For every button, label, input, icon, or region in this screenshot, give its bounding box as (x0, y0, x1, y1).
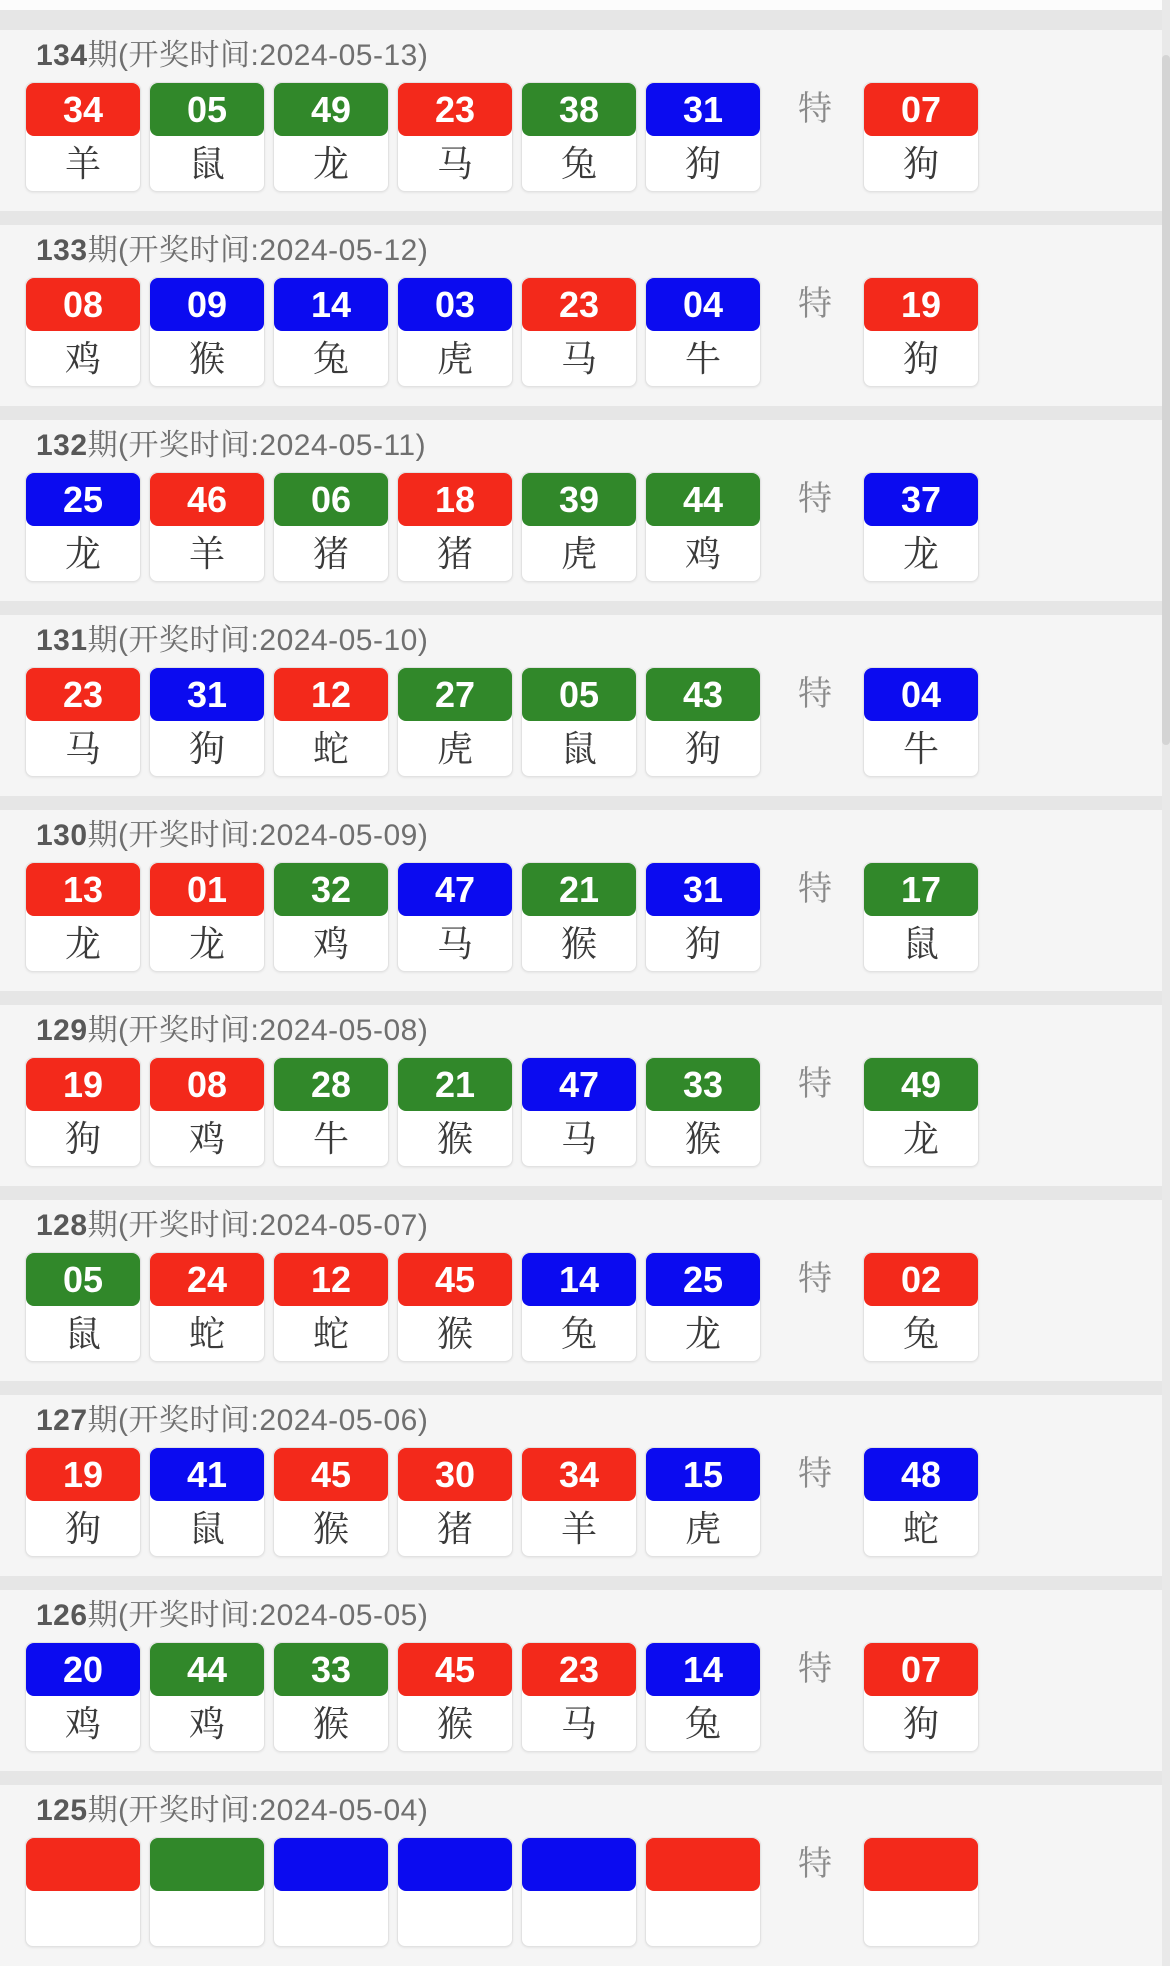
number-ball-card (149, 862, 265, 972)
zodiac-label: 猪 (436, 1508, 473, 1549)
ball-number: 49 (864, 1058, 978, 1111)
zodiac-label (274, 1891, 388, 1946)
number-ball-card (25, 1057, 141, 1167)
issue-number: 128 (36, 1209, 88, 1242)
issue-number: 133 (36, 234, 88, 267)
number-ball-card (521, 1057, 637, 1167)
top-strip (0, 0, 1170, 10)
zodiac-label (646, 1891, 760, 1946)
ball-number: 05 (522, 668, 636, 721)
zodiac-label: 马 (560, 1703, 597, 1744)
number-ball-card (25, 277, 141, 387)
number-ball-card (397, 1642, 513, 1752)
zodiac-label: 虎 (436, 728, 473, 769)
ball-number: 47 (522, 1058, 636, 1111)
draw-date: 期(开奖时间:2024-05-11) (87, 429, 427, 462)
top-gap (0, 10, 1170, 30)
number-ball-card (397, 1057, 513, 1167)
ball-number: 43 (646, 668, 760, 721)
draw-header (36, 1793, 1170, 1829)
ball-number: 04 (646, 278, 760, 331)
zodiac-label: 鼠 (560, 728, 597, 769)
ball-number: 19 (864, 278, 978, 331)
ball-number: 31 (150, 668, 264, 721)
ball-number: 05 (150, 83, 264, 136)
ball-number: 08 (26, 278, 140, 331)
ball-number: 23 (522, 1643, 636, 1696)
ball-number: 34 (26, 83, 140, 136)
draw-header (36, 1598, 1170, 1634)
ball-number: 23 (398, 83, 512, 136)
draw-section (0, 1785, 1170, 1966)
zodiac-label: 兔 (560, 143, 597, 184)
ball-number (274, 1838, 388, 1891)
ball-number: 38 (522, 83, 636, 136)
ball-number: 17 (864, 863, 978, 916)
draw-date: 期(开奖时间:2024-05-12) (87, 234, 429, 267)
number-ball-card (149, 667, 265, 777)
number-ball-card (149, 82, 265, 192)
ball-number: 12 (274, 668, 388, 721)
zodiac-label: 鸡 (684, 533, 721, 574)
number-ball-card (645, 1837, 761, 1947)
special-marker-label: 特 (798, 1650, 832, 1688)
ball-row (25, 1447, 1170, 1557)
number-ball-card (521, 82, 637, 192)
draw-results-list (0, 30, 1170, 1966)
zodiac-label: 鼠 (188, 143, 225, 184)
draw-section (0, 1200, 1170, 1381)
draw-header (36, 623, 1170, 659)
number-ball-card (273, 1447, 389, 1557)
special-marker-label: 特 (798, 1260, 832, 1298)
special-ball-card (863, 472, 979, 582)
number-ball-card (273, 277, 389, 387)
ball-number: 39 (522, 473, 636, 526)
number-ball-card (273, 1057, 389, 1167)
number-ball-card (521, 277, 637, 387)
number-ball-card (273, 472, 389, 582)
number-ball-card (645, 1447, 761, 1557)
special-marker-label: 特 (798, 480, 832, 518)
ball-number: 32 (274, 863, 388, 916)
zodiac-label: 鸡 (312, 923, 349, 964)
draw-date: 期(开奖时间:2024-05-07) (87, 1209, 429, 1242)
draw-section (0, 810, 1170, 991)
ball-row (25, 1837, 1170, 1947)
zodiac-label: 猴 (188, 338, 225, 379)
zodiac-label: 猴 (560, 923, 597, 964)
ball-row (25, 472, 1170, 582)
number-ball-card (149, 1057, 265, 1167)
special-marker-label: 特 (798, 1065, 832, 1103)
ball-number: 12 (274, 1253, 388, 1306)
zodiac-label: 马 (560, 1118, 597, 1159)
ball-number: 37 (864, 473, 978, 526)
zodiac-label: 马 (560, 338, 597, 379)
ball-row (25, 862, 1170, 972)
ball-number: 09 (150, 278, 264, 331)
ball-number (522, 1838, 636, 1891)
draw-date: 期(开奖时间:2024-05-10) (87, 624, 429, 657)
ball-row (25, 667, 1170, 777)
draw-header (36, 38, 1170, 74)
zodiac-label: 鸡 (188, 1118, 225, 1159)
number-ball-card (149, 1837, 265, 1947)
draw-header (36, 428, 1170, 464)
draw-header (36, 233, 1170, 269)
ball-number (646, 1838, 760, 1891)
number-ball-card (149, 1252, 265, 1362)
number-ball-card (273, 862, 389, 972)
ball-number: 47 (398, 863, 512, 916)
zodiac-label: 牛 (684, 338, 721, 379)
issue-number: 129 (36, 1014, 88, 1047)
ball-number: 02 (864, 1253, 978, 1306)
zodiac-label: 鼠 (64, 1313, 101, 1354)
number-ball-card (645, 1252, 761, 1362)
zodiac-label: 猴 (312, 1703, 349, 1744)
zodiac-label: 猴 (436, 1313, 473, 1354)
draw-date: 期(开奖时间:2024-05-13) (87, 39, 429, 72)
draw-header (36, 1208, 1170, 1244)
number-ball-card (25, 1642, 141, 1752)
special-marker-label: 特 (798, 870, 832, 908)
issue-number: 127 (36, 1404, 88, 1437)
ball-number: 20 (26, 1643, 140, 1696)
ball-number (150, 1838, 264, 1891)
number-ball-card (149, 472, 265, 582)
zodiac-label: 狗 (684, 143, 721, 184)
issue-number: 130 (36, 819, 88, 852)
ball-row (25, 1252, 1170, 1362)
zodiac-label: 蛇 (312, 1313, 349, 1354)
draw-header (36, 1013, 1170, 1049)
ball-number: 08 (150, 1058, 264, 1111)
zodiac-label: 猪 (312, 533, 349, 574)
ball-number: 31 (646, 863, 760, 916)
ball-number: 15 (646, 1448, 760, 1501)
zodiac-label (26, 1891, 140, 1946)
zodiac-label (864, 1891, 978, 1946)
ball-number: 33 (646, 1058, 760, 1111)
ball-number (864, 1838, 978, 1891)
special-ball-card (863, 1252, 979, 1362)
draw-section (0, 1005, 1170, 1186)
number-ball-card (645, 472, 761, 582)
zodiac-label: 马 (436, 923, 473, 964)
draw-section (0, 30, 1170, 211)
zodiac-label: 龙 (64, 923, 101, 964)
special-ball-card (863, 1447, 979, 1557)
ball-number: 07 (864, 1643, 978, 1696)
zodiac-label: 兔 (312, 338, 349, 379)
number-ball-card (25, 472, 141, 582)
number-ball-card (149, 277, 265, 387)
special-ball-card (863, 1837, 979, 1947)
ball-number: 07 (864, 83, 978, 136)
number-ball-card (521, 1642, 637, 1752)
zodiac-label: 狗 (64, 1118, 101, 1159)
number-ball-card (273, 1252, 389, 1362)
ball-number (398, 1838, 512, 1891)
ball-number: 05 (26, 1253, 140, 1306)
number-ball-card (25, 82, 141, 192)
draw-header (36, 818, 1170, 854)
draw-header (36, 1403, 1170, 1439)
number-ball-card (397, 277, 513, 387)
draw-section (0, 1395, 1170, 1576)
zodiac-label: 兔 (560, 1313, 597, 1354)
ball-number: 18 (398, 473, 512, 526)
number-ball-card (397, 667, 513, 777)
ball-number: 23 (522, 278, 636, 331)
zodiac-label: 狗 (64, 1508, 101, 1549)
number-ball-card (149, 1447, 265, 1557)
special-marker-label: 特 (798, 1455, 832, 1493)
issue-number: 134 (36, 39, 88, 72)
zodiac-label (522, 1891, 636, 1946)
number-ball-card (273, 667, 389, 777)
issue-number: 125 (36, 1794, 88, 1827)
scrollbar-thumb[interactable] (1162, 55, 1170, 745)
ball-number: 14 (646, 1643, 760, 1696)
ball-row (25, 82, 1170, 192)
zodiac-label: 鸡 (64, 338, 101, 379)
special-ball-card (863, 277, 979, 387)
zodiac-label: 羊 (560, 1508, 597, 1549)
number-ball-card (645, 1057, 761, 1167)
number-ball-card (645, 277, 761, 387)
zodiac-label: 羊 (64, 143, 101, 184)
ball-number: 31 (646, 83, 760, 136)
zodiac-label: 羊 (188, 533, 225, 574)
special-ball-card (863, 862, 979, 972)
draw-date: 期(开奖时间:2024-05-06) (87, 1404, 429, 1437)
zodiac-label: 虎 (436, 338, 473, 379)
zodiac-label: 狗 (902, 143, 939, 184)
zodiac-label: 狗 (902, 338, 939, 379)
zodiac-label (398, 1891, 512, 1946)
zodiac-label: 鸡 (188, 1703, 225, 1744)
ball-number: 41 (150, 1448, 264, 1501)
special-ball-card (863, 667, 979, 777)
ball-number: 14 (522, 1253, 636, 1306)
zodiac-label: 马 (64, 728, 101, 769)
ball-number (26, 1838, 140, 1891)
issue-number: 126 (36, 1599, 88, 1632)
draw-date: 期(开奖时间:2024-05-09) (87, 819, 429, 852)
number-ball-card (25, 1837, 141, 1947)
ball-number: 04 (864, 668, 978, 721)
draw-date: 期(开奖时间:2024-05-04) (87, 1794, 429, 1827)
zodiac-label: 蛇 (188, 1313, 225, 1354)
zodiac-label: 狗 (684, 728, 721, 769)
number-ball-card (273, 1837, 389, 1947)
ball-number: 34 (522, 1448, 636, 1501)
zodiac-label: 猴 (684, 1118, 721, 1159)
draw-section (0, 225, 1170, 406)
zodiac-label: 猴 (436, 1703, 473, 1744)
ball-number: 06 (274, 473, 388, 526)
draw-section (0, 1590, 1170, 1771)
zodiac-label: 龙 (684, 1313, 721, 1354)
ball-number: 19 (26, 1058, 140, 1111)
zodiac-label: 猴 (436, 1118, 473, 1159)
number-ball-card (149, 1642, 265, 1752)
zodiac-label: 狗 (684, 923, 721, 964)
number-ball-card (645, 1642, 761, 1752)
ball-number: 21 (398, 1058, 512, 1111)
ball-number: 30 (398, 1448, 512, 1501)
ball-number: 45 (398, 1253, 512, 1306)
ball-number: 49 (274, 83, 388, 136)
zodiac-label: 狗 (902, 1703, 939, 1744)
ball-number: 33 (274, 1643, 388, 1696)
scrollbar[interactable] (1162, 0, 1170, 1966)
special-ball-card (863, 82, 979, 192)
ball-number: 44 (150, 1643, 264, 1696)
number-ball-card (521, 1447, 637, 1557)
zodiac-label: 猪 (436, 533, 473, 574)
ball-number: 46 (150, 473, 264, 526)
zodiac-label: 龙 (902, 1118, 939, 1159)
zodiac-label (150, 1891, 264, 1946)
number-ball-card (397, 82, 513, 192)
issue-number: 131 (36, 624, 88, 657)
special-ball-card (863, 1642, 979, 1752)
ball-row (25, 1642, 1170, 1752)
draw-date: 期(开奖时间:2024-05-08) (87, 1014, 429, 1047)
zodiac-label: 龙 (312, 143, 349, 184)
number-ball-card (273, 1642, 389, 1752)
number-ball-card (521, 1252, 637, 1362)
ball-number: 23 (26, 668, 140, 721)
ball-number: 27 (398, 668, 512, 721)
number-ball-card (25, 1252, 141, 1362)
number-ball-card (25, 862, 141, 972)
ball-number: 13 (26, 863, 140, 916)
zodiac-label: 虎 (684, 1508, 721, 1549)
zodiac-label: 龙 (902, 533, 939, 574)
number-ball-card (645, 862, 761, 972)
number-ball-card (397, 472, 513, 582)
ball-number: 45 (274, 1448, 388, 1501)
number-ball-card (521, 1837, 637, 1947)
draw-section (0, 420, 1170, 601)
number-ball-card (397, 862, 513, 972)
draw-date: 期(开奖时间:2024-05-05) (87, 1599, 429, 1632)
special-marker-label: 特 (798, 1845, 832, 1883)
ball-number: 25 (26, 473, 140, 526)
ball-number: 01 (150, 863, 264, 916)
zodiac-label: 猴 (312, 1508, 349, 1549)
number-ball-card (397, 1837, 513, 1947)
ball-number: 28 (274, 1058, 388, 1111)
ball-row (25, 277, 1170, 387)
zodiac-label: 龙 (64, 533, 101, 574)
ball-number: 03 (398, 278, 512, 331)
ball-number: 44 (646, 473, 760, 526)
zodiac-label: 兔 (684, 1703, 721, 1744)
ball-row (25, 1057, 1170, 1167)
number-ball-card (25, 667, 141, 777)
draw-section (0, 615, 1170, 796)
special-marker-label: 特 (798, 285, 832, 323)
ball-number: 21 (522, 863, 636, 916)
number-ball-card (397, 1447, 513, 1557)
zodiac-label: 蛇 (312, 728, 349, 769)
zodiac-label: 鸡 (64, 1703, 101, 1744)
ball-number: 14 (274, 278, 388, 331)
special-marker-label: 特 (798, 675, 832, 713)
zodiac-label: 兔 (902, 1313, 939, 1354)
ball-number: 48 (864, 1448, 978, 1501)
number-ball-card (521, 472, 637, 582)
issue-number: 132 (36, 429, 88, 462)
ball-number: 25 (646, 1253, 760, 1306)
ball-number: 19 (26, 1448, 140, 1501)
special-ball-card (863, 1057, 979, 1167)
number-ball-card (645, 82, 761, 192)
ball-number: 45 (398, 1643, 512, 1696)
number-ball-card (521, 862, 637, 972)
number-ball-card (521, 667, 637, 777)
zodiac-label: 狗 (188, 728, 225, 769)
ball-number: 24 (150, 1253, 264, 1306)
zodiac-label: 鼠 (902, 923, 939, 964)
zodiac-label: 牛 (902, 728, 939, 769)
number-ball-card (645, 667, 761, 777)
number-ball-card (25, 1447, 141, 1557)
zodiac-label: 虎 (560, 533, 597, 574)
number-ball-card (397, 1252, 513, 1362)
zodiac-label: 蛇 (902, 1508, 939, 1549)
zodiac-label: 马 (436, 143, 473, 184)
zodiac-label: 牛 (312, 1118, 349, 1159)
zodiac-label: 鼠 (188, 1508, 225, 1549)
special-marker-label: 特 (798, 90, 832, 128)
number-ball-card (273, 82, 389, 192)
zodiac-label: 龙 (188, 923, 225, 964)
